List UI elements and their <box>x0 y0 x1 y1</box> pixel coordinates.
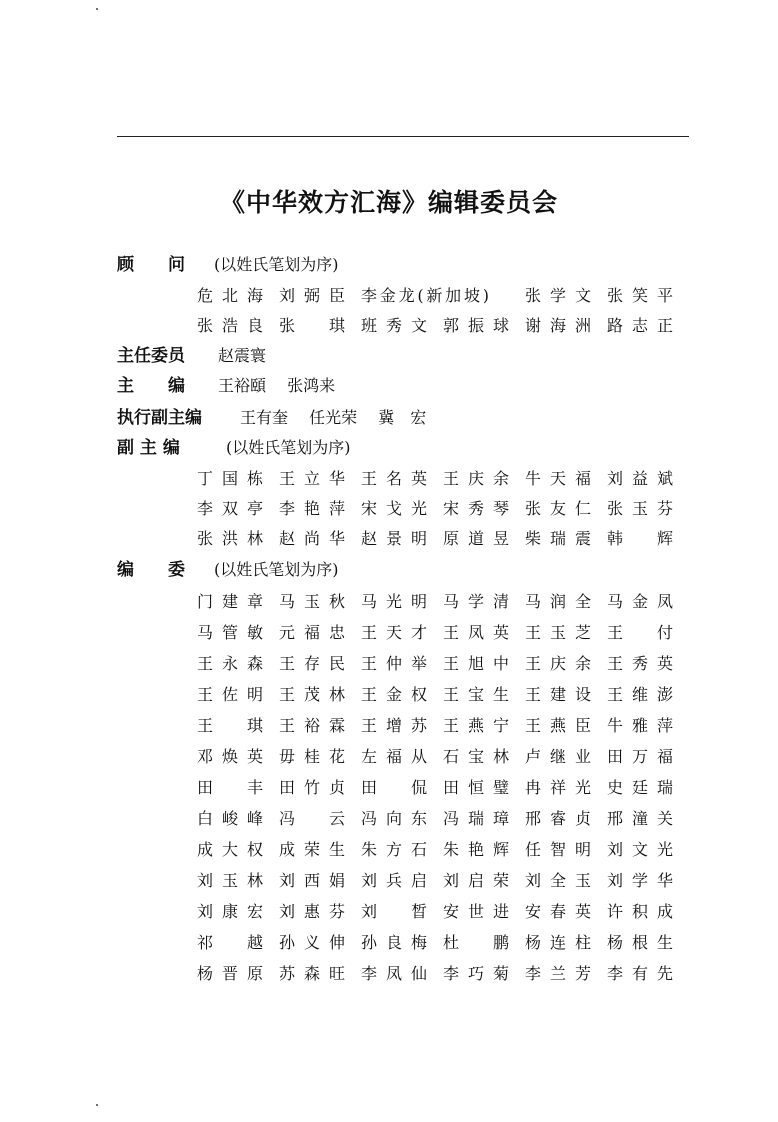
name-cell: 王裕頤 <box>218 376 267 395</box>
name-cell: 李兰芳 <box>525 964 591 983</box>
name-cell: 朱艳辉 <box>443 840 509 859</box>
name-cell: 牛天福 <box>525 469 591 488</box>
name-cell: 张洪林 <box>197 529 263 548</box>
advisors-row-2 <box>197 311 677 341</box>
name-cell: 王燕宁 <box>443 716 509 735</box>
name-cell: 卢继业 <box>525 747 591 766</box>
name-cell: 王佐明 <box>197 685 263 704</box>
name-cell: 田恒璧 <box>443 778 509 797</box>
exec-deputy-names <box>240 403 442 433</box>
name-cell: 田 丰 <box>197 778 263 797</box>
name-cell: 刘全玉 <box>525 871 591 890</box>
name-cell: 刘西娟 <box>279 871 345 890</box>
name-cell: 李有先 <box>607 964 673 983</box>
name-cell: 王金权 <box>361 685 427 704</box>
name-cell: 王增苏 <box>361 716 427 735</box>
exec-deputy-line <box>0 403 778 433</box>
name-cell: 郭振球 <box>443 316 509 335</box>
deputy-editors-note: (以姓氏笔划为序) <box>226 438 351 457</box>
name-cell: 王宝生 <box>443 685 509 704</box>
name-cell: 谢海洲 <box>525 316 591 335</box>
editors-row-4 <box>197 680 677 710</box>
name-cell: 王 琪 <box>197 716 263 735</box>
deputy-editors-heading <box>0 433 778 463</box>
name-cell: 王建设 <box>525 685 591 704</box>
name-cell: 李艳萍 <box>279 499 345 518</box>
name-cell: 冉祥光 <box>525 778 591 797</box>
name-cell: 马管敏 <box>197 623 263 642</box>
name-cell: 王秀英 <box>607 654 673 673</box>
chief-editors-label: 主 编 <box>117 376 185 396</box>
name-cell: 王庆余 <box>443 469 509 488</box>
name-cell: 李双亭 <box>197 499 263 518</box>
name-cell: 赵尚华 <box>279 529 345 548</box>
name-cell: 苏森旺 <box>279 964 345 983</box>
name-cell: 冀 宏 <box>378 408 427 427</box>
name-cell: 赵景明 <box>361 529 427 548</box>
name-cell: 马金凤 <box>607 592 673 611</box>
name-cell: 王永森 <box>197 654 263 673</box>
name-cell: 成大权 <box>197 840 263 859</box>
editors-row-6 <box>197 742 677 772</box>
name-cell: 刘 晳 <box>361 902 427 921</box>
name-cell: 刘玉林 <box>197 871 263 890</box>
editors-note: (以姓氏笔划为序) <box>214 560 339 579</box>
editors-row-5 <box>197 711 677 741</box>
exec-deputy-label: 执行副主编 <box>117 408 202 428</box>
name-cell: 刘启荣 <box>443 871 509 890</box>
name-cell: 张学文 <box>525 286 591 305</box>
name-cell: 张 琪 <box>279 316 345 335</box>
name-cell: 石宝林 <box>443 747 509 766</box>
scan-speck-bottom <box>96 1104 98 1106</box>
name-cell: 张浩良 <box>197 316 263 335</box>
name-cell: 马润全 <box>525 592 591 611</box>
name-cell: 宋秀琴 <box>443 499 509 518</box>
name-cell: 赵震寰 <box>218 346 267 365</box>
name-cell: 成荣生 <box>279 840 345 859</box>
name-cell: 任智明 <box>525 840 591 859</box>
name-cell: 王旭中 <box>443 654 509 673</box>
deputy-row-3 <box>197 524 677 554</box>
name-cell: 任光荣 <box>309 408 358 427</box>
editors-row-9 <box>197 835 677 865</box>
name-cell: 冯向东 <box>361 809 427 828</box>
name-cell: 邢睿贞 <box>525 809 591 828</box>
name-cell: 刘学华 <box>607 871 673 890</box>
deputy-row-2 <box>197 494 677 524</box>
name-cell: 刘康宏 <box>197 902 263 921</box>
name-cell: 史廷瑞 <box>607 778 673 797</box>
advisors-row-1 <box>197 281 677 311</box>
editors-row-7 <box>197 773 677 803</box>
name-cell: 刘益斌 <box>607 469 673 488</box>
editors-row-2 <box>197 618 677 648</box>
name-cell: 王维澎 <box>607 685 673 704</box>
editors-heading <box>0 555 778 585</box>
editors-row-10 <box>197 866 677 896</box>
chief-editors-names <box>218 371 351 401</box>
name-cell: 田竹贞 <box>279 778 345 797</box>
name-cell: 王凤英 <box>443 623 509 642</box>
name-cell: 马光明 <box>361 592 427 611</box>
header-rule <box>117 136 689 137</box>
name-cell: 王天才 <box>361 623 427 642</box>
name-cell: 祁 越 <box>197 933 263 952</box>
name-cell: 王 付 <box>607 623 673 642</box>
editors-label: 编 委 <box>117 560 185 580</box>
name-cell: 路志正 <box>607 316 673 335</box>
deputy-row-1 <box>197 464 677 494</box>
page-title: 《中华效方汇海》编辑委员会 <box>219 188 558 217</box>
name-cell: 杨根生 <box>607 933 673 952</box>
advisors-note: (以姓氏笔划为序) <box>214 255 339 274</box>
name-cell: 安春英 <box>525 902 591 921</box>
name-cell: 王茂林 <box>279 685 345 704</box>
name-cell: 安世进 <box>443 902 509 921</box>
name-cell: 门建章 <box>197 592 263 611</box>
director-label: 主任委员 <box>117 346 185 366</box>
advisors-label: 顾 问 <box>117 255 185 275</box>
name-cell: 邓焕英 <box>197 747 263 766</box>
name-cell: 李凤仙 <box>361 964 427 983</box>
name-cell: 张笑平 <box>607 286 673 305</box>
editors-row-1 <box>197 587 677 617</box>
name-cell: 王名英 <box>361 469 427 488</box>
name-cell: 牛雅萍 <box>607 716 673 735</box>
editors-row-3 <box>197 649 677 679</box>
name-cell: 张友仁 <box>525 499 591 518</box>
editors-row-8 <box>197 804 677 834</box>
name-cell: 王存民 <box>279 654 345 673</box>
name-cell: 刘兵启 <box>361 871 427 890</box>
name-cell: 朱方石 <box>361 840 427 859</box>
name-cell: 白峻峰 <box>197 809 263 828</box>
name-cell: 危北海 <box>197 286 263 305</box>
name-cell: 李巧菊 <box>443 964 509 983</box>
name-cell: 毋桂花 <box>279 747 345 766</box>
name-cell: 刘文光 <box>607 840 673 859</box>
name-cell: 马玉秋 <box>279 592 345 611</box>
name-cell: 杨连柱 <box>525 933 591 952</box>
name-cell: 李金龙(新加坡) <box>361 286 489 305</box>
name-cell: 元福忠 <box>279 623 345 642</box>
name-cell: 王燕臣 <box>525 716 591 735</box>
name-cell: 冯 云 <box>279 809 345 828</box>
name-cell: 王庆余 <box>525 654 591 673</box>
name-cell: 张鸿来 <box>287 376 336 395</box>
editors-row-11 <box>197 897 677 927</box>
name-cell: 班秀文 <box>361 316 427 335</box>
director-line <box>0 341 778 371</box>
editors-row-13 <box>197 959 677 989</box>
name-cell: 马学清 <box>443 592 509 611</box>
name-cell: 王玉芝 <box>525 623 591 642</box>
name-cell: 孙良梅 <box>361 933 427 952</box>
name-cell: 冯瑞璋 <box>443 809 509 828</box>
name-cell: 张玉芬 <box>607 499 673 518</box>
editors-row-12 <box>197 928 677 958</box>
name-cell: 韩 辉 <box>607 529 673 548</box>
name-cell: 杜 鹏 <box>443 933 509 952</box>
deputy-editors-label: 副 主 编 <box>117 438 180 458</box>
name-cell: 孙义伸 <box>279 933 345 952</box>
name-cell: 王立华 <box>279 469 345 488</box>
name-cell: 许积成 <box>607 902 673 921</box>
name-cell: 王仲举 <box>361 654 427 673</box>
name-cell: 田 侃 <box>361 778 427 797</box>
name-cell: 原道昱 <box>443 529 509 548</box>
name-cell: 刘惠芬 <box>279 902 345 921</box>
name-cell: 田万福 <box>607 747 673 766</box>
name-cell: 邢潼关 <box>607 809 673 828</box>
chief-editors-line <box>0 371 778 401</box>
advisors-heading <box>0 250 778 280</box>
name-cell: 柴瑞震 <box>525 529 591 548</box>
name-cell: 王有奎 <box>240 408 289 427</box>
name-cell: 丁国栋 <box>197 469 263 488</box>
name-cell: 宋戈光 <box>361 499 427 518</box>
director-names <box>218 341 282 371</box>
scan-speck-top <box>96 8 98 10</box>
name-cell: 王裕霖 <box>279 716 345 735</box>
name-cell: 刘弼臣 <box>279 286 345 305</box>
name-cell: 左福从 <box>361 747 427 766</box>
name-cell: 杨晋原 <box>197 964 263 983</box>
